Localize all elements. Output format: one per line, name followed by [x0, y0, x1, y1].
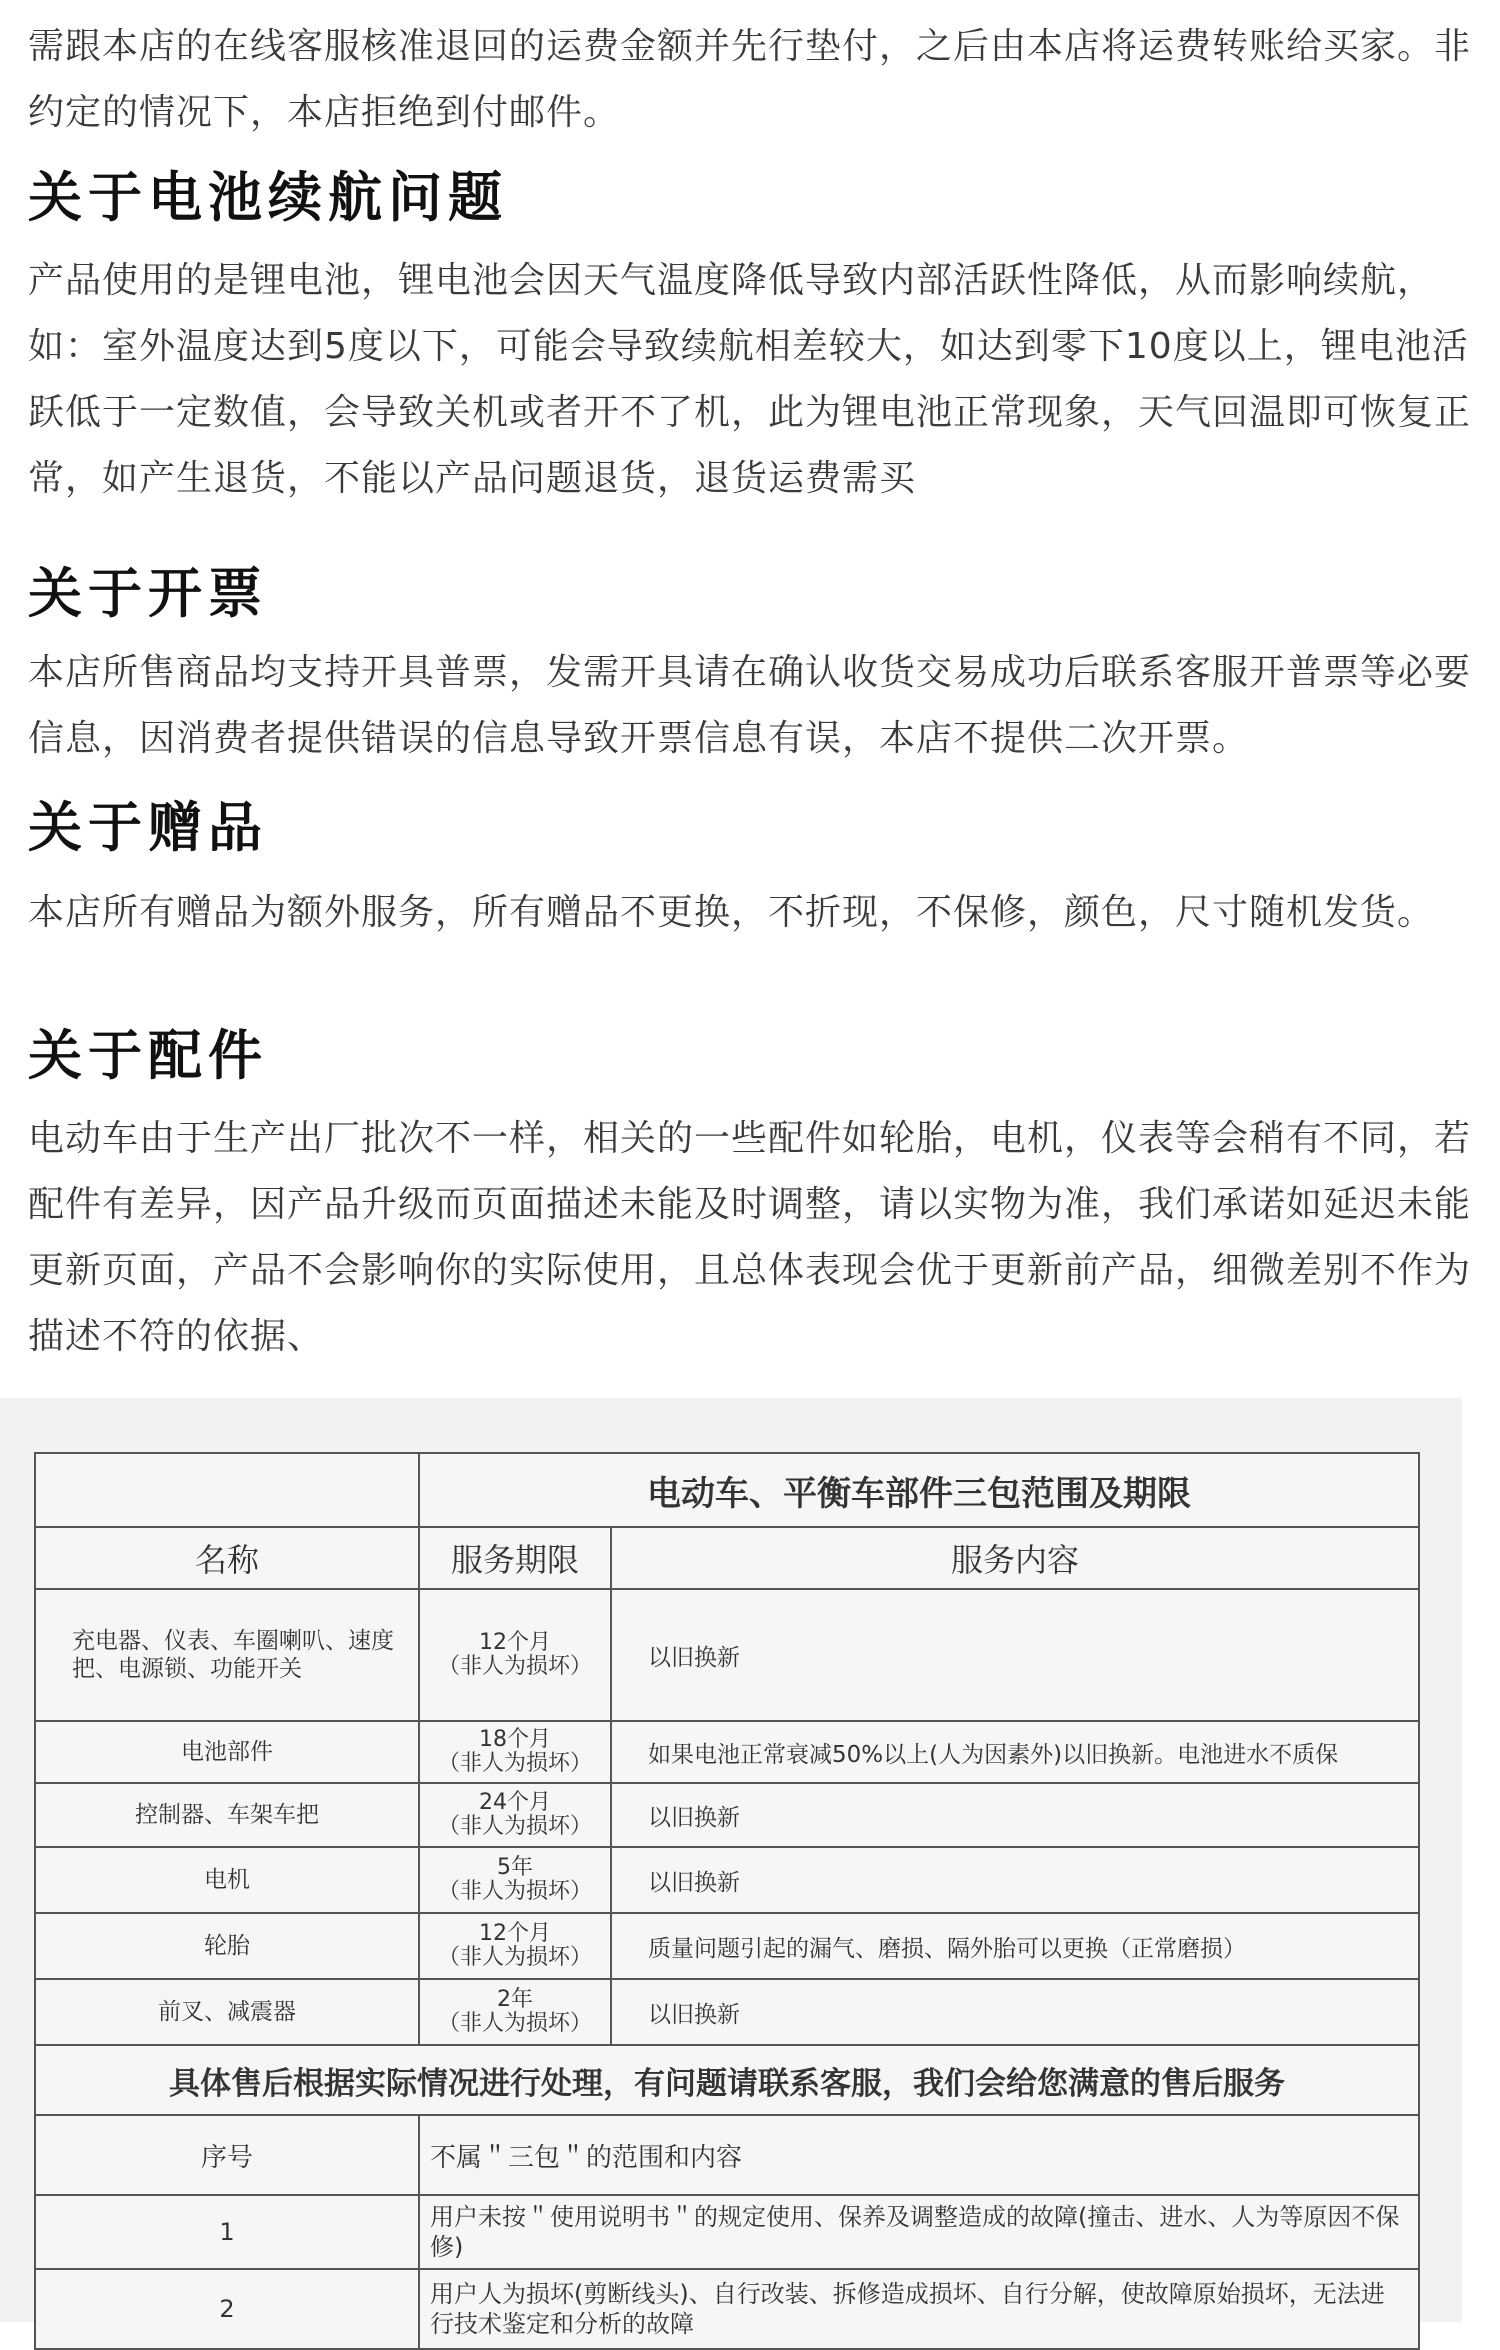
period-note: （非人为损坏） — [437, 1945, 592, 1970]
invoice-paragraph: 本店所售商品均支持开具普票，发需开具请在确认收货交易成功后联系客服开普票等必要信息，因消费者提供错误的信息导致开票信息有误，本店不提供二次开票。 — [28, 652, 1472, 759]
part-name: 轮胎 — [35, 1913, 419, 1979]
part-content: 如果电池正常衰减50%以上(人为因素外)以旧换新。电池进水不质保 — [611, 1721, 1419, 1783]
shipping-paragraph: 需跟本店的在线客服核准退回的运费金额并先行垫付，之后由本店将运费转账给买家。非约定的情况下，本店拒绝到付邮件。 — [28, 26, 1472, 133]
part-name: 前叉、减震器 — [35, 1979, 419, 2045]
exclusion-header-content: 不属＂三包＂的范围和内容 — [419, 2115, 1419, 2195]
exclusion-row — [35, 2195, 1419, 2269]
part-content: 以旧换新 — [611, 1589, 1419, 1721]
header-name: 名称 — [35, 1527, 419, 1589]
table-row — [35, 1847, 1419, 1913]
table-row — [35, 1979, 1419, 2045]
part-content: 质量问题引起的漏气、磨损、隔外胎可以更换（正常磨损） — [611, 1913, 1419, 1979]
period-main: 2年 — [497, 1987, 533, 2012]
period-main: 24个月 — [479, 1790, 551, 1815]
warranty-table — [34, 1452, 1420, 2350]
period-main: 5年 — [497, 1855, 533, 1880]
gifts-paragraph: 本店所有赠品为额外服务，所有赠品不更换，不折现，不保修，颜色，尺寸随机发货。 — [28, 892, 1435, 933]
period-main: 12个月 — [479, 1630, 551, 1655]
part-name: 控制器、车架车把 — [35, 1783, 419, 1847]
parts-paragraph: 电动车由于生产出厂批次不一样，相关的一些配件如轮胎，电机，仪表等会稍有不同，若配件有差异，因产品升级而页面描述未能及时调整，请以实物为准，我们承诺如延迟未能更新页面，产品不会影响你的实际使用，且总体表现会优于更新前产品，细微差别不作为描述不符的依据、 — [28, 1118, 1472, 1357]
period-note: （非人为损坏） — [437, 1751, 592, 1776]
parts-heading: 关于配件 — [28, 1024, 268, 1087]
after-sales-notice: 具体售后根据实际情况进行处理，有问题请联系客服，我们会给您满意的售后服务 — [35, 2045, 1419, 2115]
invoice-heading: 关于开票 — [28, 562, 268, 625]
table-corner-cell — [35, 1453, 419, 1527]
period-note: （非人为损坏） — [437, 1654, 592, 1679]
warranty-table-image — [0, 1398, 1462, 2338]
table-row — [35, 1913, 1419, 1979]
period-note: （非人为损坏） — [437, 1814, 592, 1839]
table-row — [35, 1721, 1419, 1783]
part-period — [419, 1979, 611, 2045]
part-content: 以旧换新 — [611, 1783, 1419, 1847]
battery-heading: 关于电池续航问题 — [28, 166, 508, 229]
part-name: 电池部件 — [35, 1721, 419, 1783]
period-note: （非人为损坏） — [437, 1879, 592, 1904]
exclusion-header-num: 序号 — [35, 2115, 419, 2195]
part-period — [419, 1721, 611, 1783]
part-name: 电机 — [35, 1847, 419, 1913]
part-period — [419, 1783, 611, 1847]
warranty-table-title: 电动车、平衡车部件三包范围及期限 — [419, 1453, 1419, 1527]
part-content: 以旧换新 — [611, 1847, 1419, 1913]
part-period — [419, 1847, 611, 1913]
gifts-heading: 关于赠品 — [28, 796, 268, 859]
battery-paragraph: 产品使用的是锂电池，锂电池会因天气温度降低导致内部活跃性降低，从而影响续航，如：室外温度达到5度以下，可能会导致续航相差较大，如达到零下10度以上，锂电池活跃低于一定数值，会导致关机或者开不了机，此为锂电池正常现象，天气回温即可恢复正常，如产生退货，不能以产品问题退货，退货运费需买 — [28, 260, 1472, 499]
part-period — [419, 1913, 611, 1979]
exclusion-num: 2 — [35, 2269, 419, 2349]
table-row — [35, 1589, 1419, 1721]
exclusion-content: 用户人为损坏(剪断线头)、自行改装、拆修造成损坏、自行分解，使故障原始损坏，无法进行技术鉴定和分析的故障 — [419, 2269, 1419, 2349]
period-main: 12个月 — [479, 1921, 551, 1946]
header-period: 服务期限 — [419, 1527, 611, 1589]
exclusion-row — [35, 2269, 1419, 2349]
period-note: （非人为损坏） — [437, 2011, 592, 2036]
exclusion-content: 用户未按＂使用说明书＂的规定使用、保养及调整造成的故障(撞击、进水、人为等原因不保修) — [419, 2195, 1419, 2269]
header-content: 服务内容 — [611, 1527, 1419, 1589]
table-row — [35, 1783, 1419, 1847]
exclusion-num: 1 — [35, 2195, 419, 2269]
part-name: 充电器、仪表、车圈喇叭、速度把、电源锁、功能开关 — [35, 1589, 419, 1721]
period-main: 18个月 — [479, 1727, 551, 1752]
part-content: 以旧换新 — [611, 1979, 1419, 2045]
part-period — [419, 1589, 611, 1721]
